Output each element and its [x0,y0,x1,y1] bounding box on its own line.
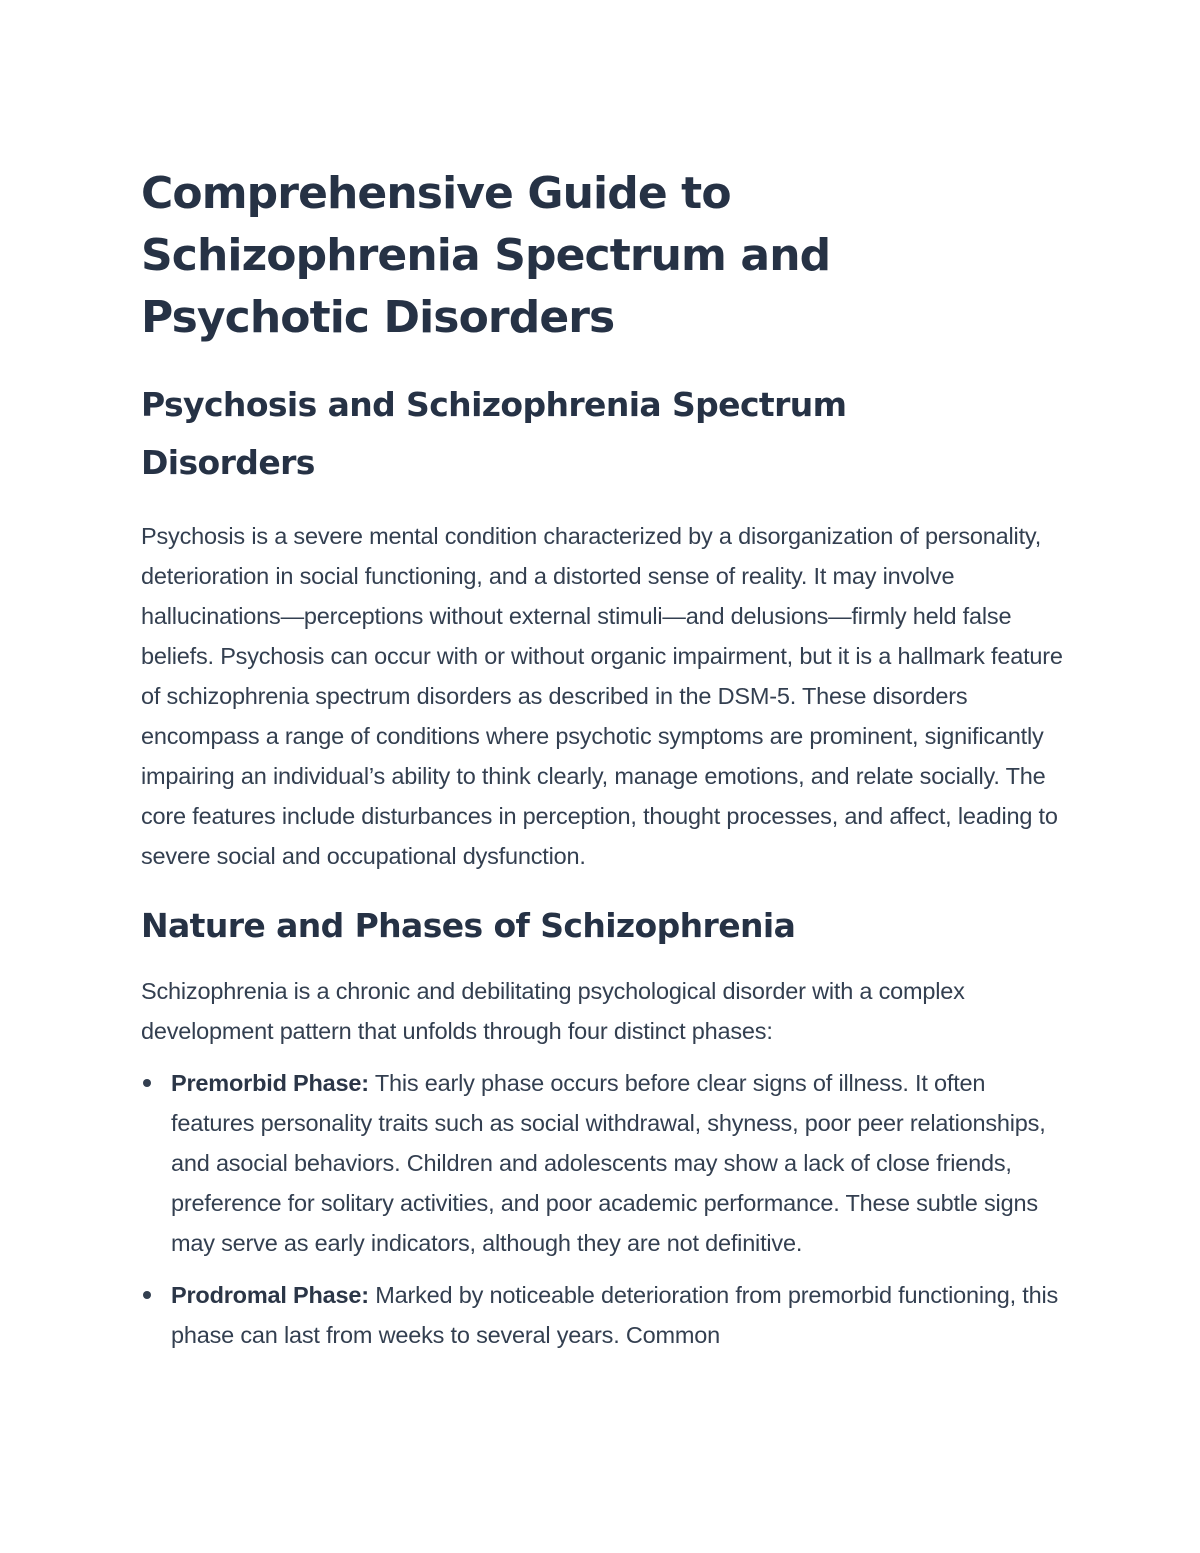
section-heading-phases: Nature and Phases of Schizophrenia [141,906,796,945]
list-item-text: This early phase occurs before clear signs of illness. It often features personality traits such as social withdrawal, shyness, poor peer relationships, and asocial behaviors. Children and adolescents may show a lack of close friends, preference for solitary activities, and poor academic performance. These subtle signs may serve as early indicators, although they are not definitive. [171,1070,1046,1256]
document-title: Comprehensive Guide to Schizophrenia Spectrum and Psychotic Disorders [141,168,831,343]
bullet-icon [143,1079,151,1087]
list-item-premorbid [141,1063,1066,1263]
phases-list [141,1063,1066,1355]
section-paragraph-psychosis: Psychosis is a severe mental condition characterized by a disorganization of personality, deterioration in social functioning, and a distorted sense of reality. It may involve hallucinations—perceptions without external stimuli—and delusions—firmly held false beliefs. Psychosis can occur with or without organic impairment, but it is a hallmark feature of schizophrenia spectrum disorders as described in the DSM-5. These disorders encompass a range of conditions where psychotic symptoms are prominent, significantly impairing an individual’s ability to think clearly, manage emotions, and relate socially. The core features include disturbances in perception, thought processes, and affect, leading to severe social and occupational dysfunction. [141,523,1063,869]
list-item-term: Prodromal Phase: [171,1282,369,1308]
bullet-icon [143,1291,151,1299]
section-paragraph-phases: Schizophrenia is a chronic and debilitating psychological disorder with a complex development pattern that unfolds through four distinct phases: [141,978,965,1044]
list-item-text: Marked by noticeable deterioration from premorbid functioning, this phase can last from weeks to several years. Common [171,1282,1059,1348]
document-page [141,163,1066,1367]
list-item-prodromal [141,1275,1066,1355]
list-item-term: Premorbid Phase: [171,1070,369,1096]
section-heading-psychosis: Psychosis and Schizophrenia Spectrum Disorders [141,385,847,482]
